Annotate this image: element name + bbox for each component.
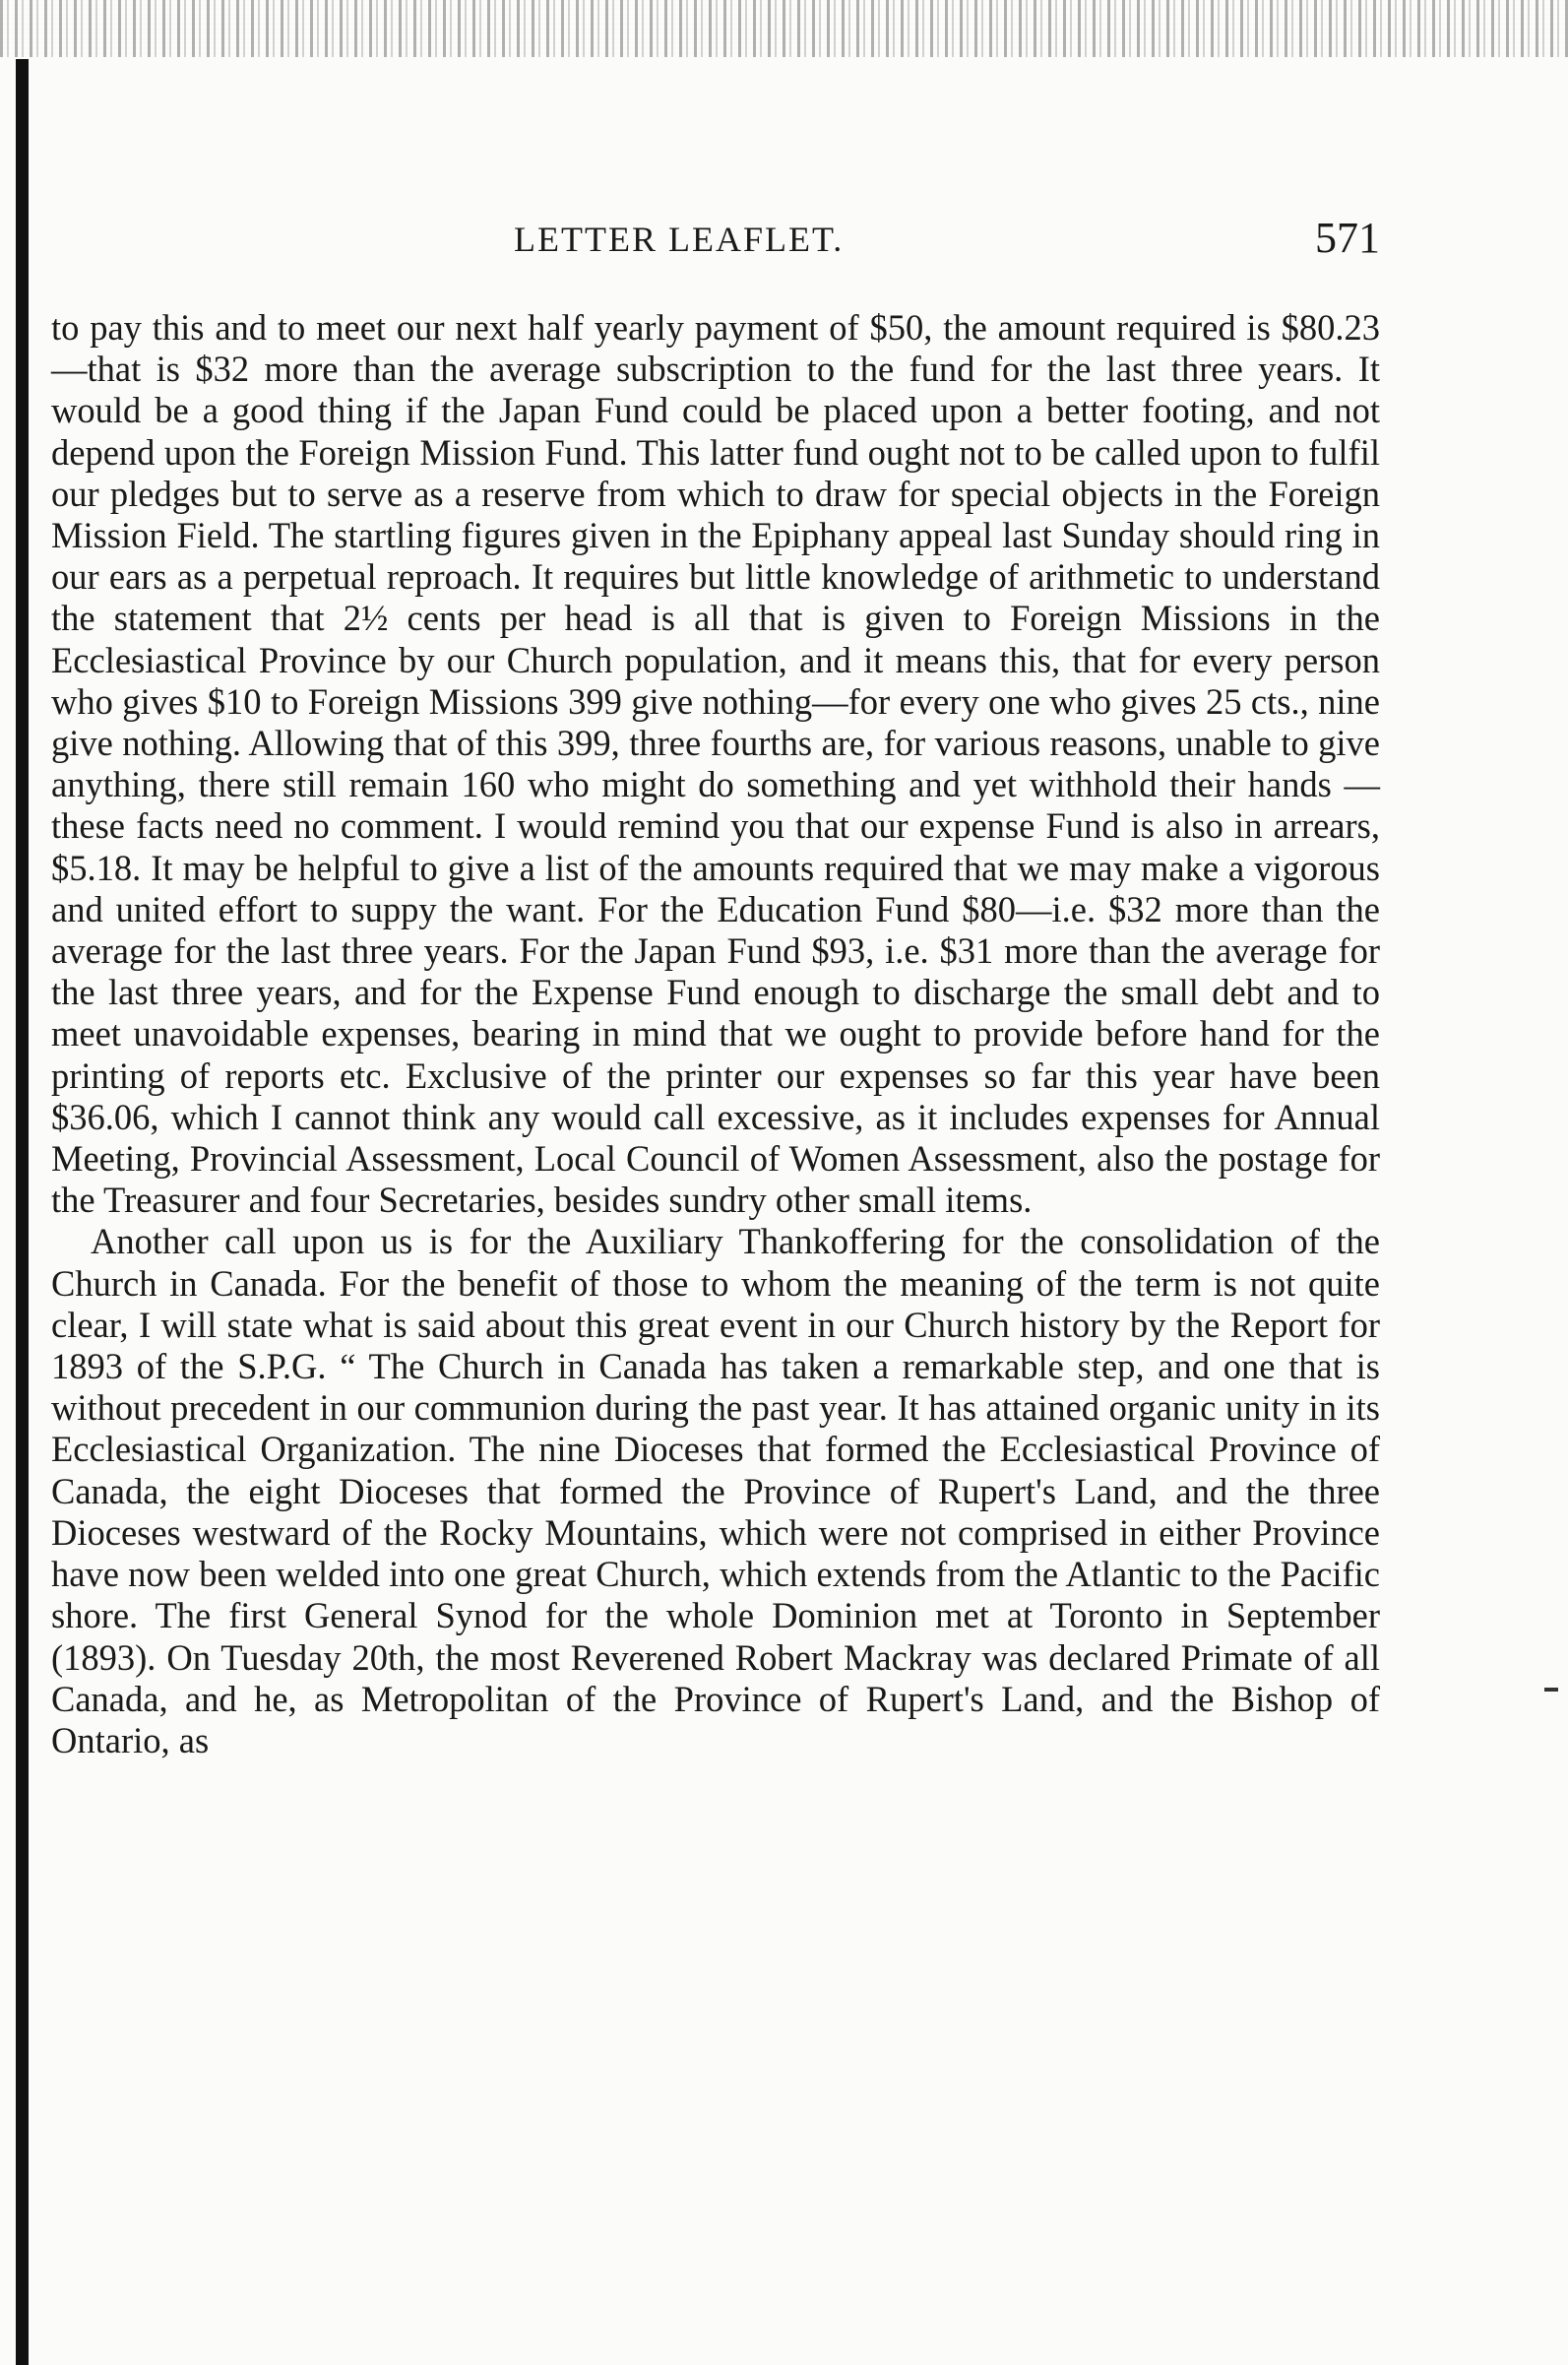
running-head: LETTER LEAFLET.: [514, 220, 845, 259]
paragraph: Another call upon us is for the Auxiliary Thankoffering for the consolidation of the Church in Canada. For the benefit of those to whom the meaning of the term is not quite clear, I will state what is said about this great event in our Church history by the Report for 1893 of the S.P.G. “ The Church in Canada has taken a remarkable step, and one that is without precedent in our communion during the past year. It has attained organic unity in its Ecclesiastical Organization. The nine Dioceses that formed the Ecclesiastical Province of Canada, the eight Dioceses that formed the Province of Rupert's Land, and the three Dioceses westward of the Rocky Mountains, which were not comprised in either Province have now been welded into one great Church, which extends from the Atlantic to the Pacific shore. The first General Synod for the whole Dominion met at Toronto in September (1893). On Tuesday 20th, the most Reverened Robert Mackray was declared Primate of all Canada, and he, as Metropolitan of the Province of Rupert's Land, and the Bishop of Ontario, as: [51, 1221, 1380, 1760]
page-header: [51, 214, 1380, 282]
body-text: [51, 307, 1380, 1761]
scan-edge-noise: [0, 0, 1568, 57]
paragraph: to pay this and to meet our next half yearly payment of $50, the amount required is $80.23—that is $32 more than the average subscription to the fund for the last three years. It would be a good thing if the Japan Fund could be placed upon a better footing, and not depend upon the Foreign Mission Fund. This latter fund ought not to be called upon to fulfil our pledges but to serve as a reserve from which to draw for special objects in the Foreign Mission Field. The startling figures given in the Epiphany appeal last Sunday should ring in our ears as a perpetual reproach. It requires but little knowledge of arithmetic to understand the statement that 2½ cents per head is all that is given to Foreign Missions in the Ecclesiastical Province by our Church population, and it means this, that for every person who gives $10 to Foreign Missions 399 give nothing—for every one who gives 25 cts., nine give nothing. Allowing that of this 399, three fourths are, for various reasons, unable to give anything, there still remain 160 who might do something and yet withhold their hands —these facts need no comment. I would remind you that our expense Fund is also in arrears, $5.18. It may be helpful to give a list of the amounts required that we may make a vigorous and united effort to suppy the want. For the Education Fund $80—i.e. $32 more than the average for the last three years. For the Japan Fund $93, i.e. $31 more than the average for the last three years, and for the Expense Fund enough to discharge the small debt and to meet unavoidable expenses, bearing in mind that we ought to provide before hand for the printing of reports etc. Exclusive of the printer our expenses so far this year have been $36.06, which I cannot think any would call excessive, as it includes expenses for Annual Meeting, Provincial Assessment, Local Council of Women Assessment, also the postage for the Treasurer and four Secretaries, besides sundry other small items.: [51, 307, 1380, 1221]
page-number: 571: [1315, 214, 1380, 262]
margin-mark: [1544, 1688, 1558, 1692]
scan-binding-edge: [16, 59, 29, 2365]
